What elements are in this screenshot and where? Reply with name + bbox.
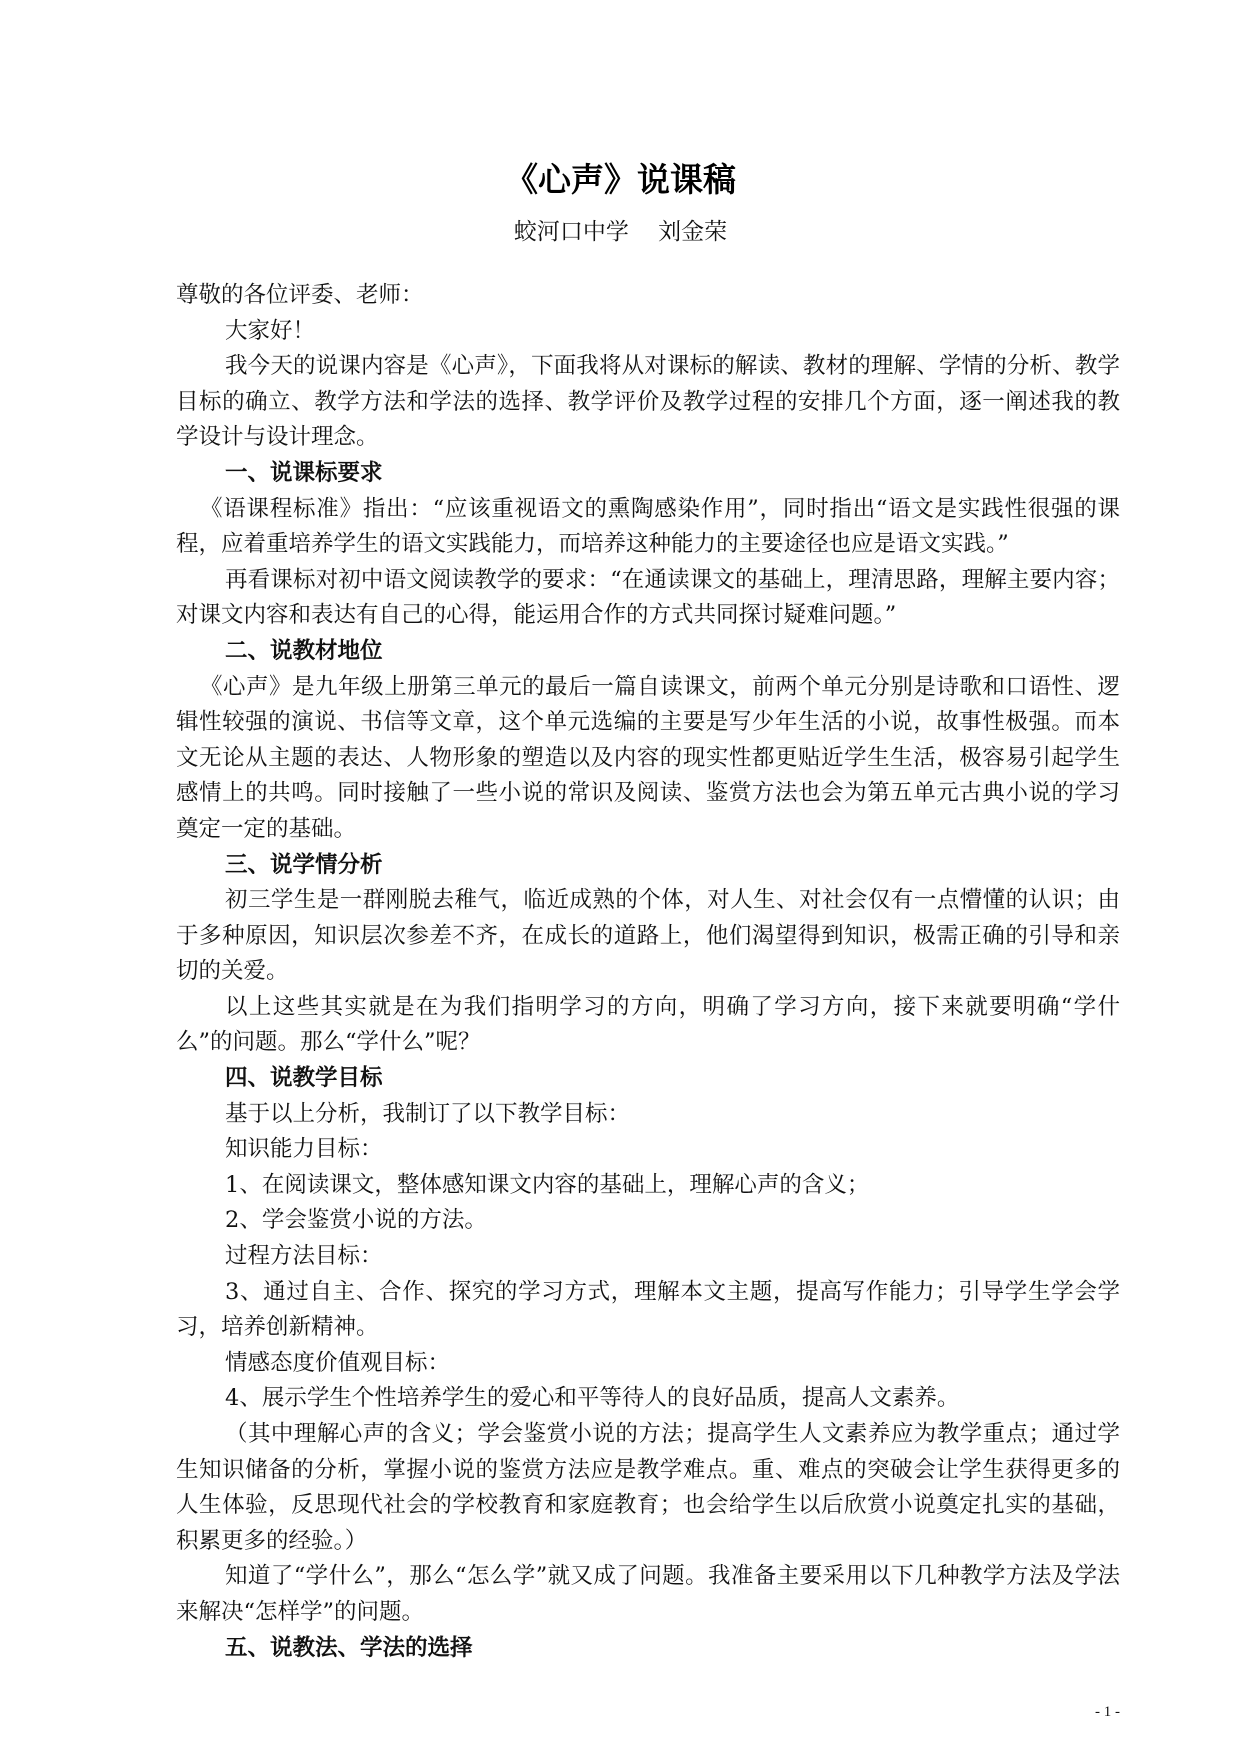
intro-paragraph: 我今天的说课内容是《心声》，下面我将从对课标的解读、教材的理解、学情的分析、教学目标的确立、教学方法和学法的选择、教学评价及教学过程的安排几个方面，逐一阐述我的教学设计与设计理念。 [176, 353, 1120, 451]
goal-item-1: 1、在阅读课文，整体感知课文内容的基础上，理解心声的含义； [225, 1171, 870, 1198]
students-paragraph-2: 以上这些其实就是在为我们指明学习的方向，明确了学习方向，接下来就要明确“学什么”的问题。那么“学什么”呢？ [176, 993, 1120, 1056]
greeting: 大家好！ [225, 317, 316, 344]
goals-knowledge-label: 知识能力目标： [225, 1136, 383, 1163]
section-heading-4: 四、说教学目标 [225, 1065, 383, 1092]
curriculum-paragraph-1: 《语课程标准》指出：“应该重视语文的熏陶感染作用”，同时指出“语文是实践性很强的课程，应着重培养学生的语文实践能力，而培养这种能力的主要途径也应是语文实践。” [176, 495, 1120, 558]
page-number: - 1 - [1095, 1704, 1120, 1720]
section-heading-5: 五、说教法、学法的选择 [225, 1634, 473, 1661]
document-title: 《心声》说课稿 [505, 160, 736, 199]
goals-note: （其中理解心声的含义；学会鉴赏小说的方法；提高学生人文素养应为教学重点；通过学生知识储备的分析，掌握小说的鉴赏方法应是教学难点。重、难点的突破会让学生获得更多的人生体验，反思现代社会的学校教育和家庭教育；也会给学生以后欣赏小说奠定扎实的基础，积累更多的经验。） [176, 1421, 1120, 1554]
transition-paragraph: 知道了“学什么”，那么“怎么学”就又成了问题。我准备主要采用以下几种教学方法及学法来解决“怎样学”的问题。 [176, 1563, 1120, 1625]
goals-intro: 基于以上分析，我制订了以下教学目标： [225, 1100, 631, 1127]
textbook-paragraph: 《心声》是九年级上册第三单元的最后一篇自读课文，前两个单元分别是诗歌和口语性、逻辑性较强的演说、书信等文章，这个单元选编的主要是写少年生活的小说，故事性极强。而本文无论从主题的表达、人物形象的塑造以及内容的现实性都更贴近学生生活，极容易引起学生感情上的共鸣。同时接触了一些小说的常识及阅读、鉴赏方法也会为第五单元古典小说的学习奠定一定的基础。 [176, 673, 1120, 842]
section-heading-1: 一、说课标要求 [225, 459, 383, 486]
goal-item-2: 2、学会鉴赏小说的方法。 [225, 1207, 487, 1234]
goal-item-4: 4、展示学生个性培养学生的爱心和平等待人的良好品质，提高人文素养。 [225, 1385, 960, 1412]
section-heading-2: 二、说教材地位 [225, 637, 383, 664]
section-heading-3: 三、说学情分析 [225, 851, 383, 878]
goal-item-3: 3、通过自主、合作、探究的学习方式，理解本文主题，提高写作能力；引导学生学会学习，培养创新精神。 [176, 1278, 1120, 1341]
author-line: 蛟河口中学 刘金荣 [513, 219, 728, 245]
document-body [176, 278, 1120, 1666]
goals-emotion-label: 情感态度价值观目标： [225, 1349, 451, 1376]
curriculum-paragraph-2: 再看课标对初中语文阅读教学的要求：“在通读课文的基础上，理清思路，理解主要内容；对课文内容和表达有自己的心得，能运用合作的方式共同探讨疑难问题。” [176, 566, 1120, 629]
salutation: 尊敬的各位评委、老师： [176, 282, 424, 308]
goals-process-label: 过程方法目标： [225, 1243, 383, 1270]
students-paragraph-1: 初三学生是一群刚脱去稚气，临近成熟的个体，对人生、对社会仅有一点懵懂的认识；由于多种原因，知识层次参差不齐，在成长的道路上，他们渴望得到知识，极需正确的引导和亲切的关爱。 [176, 887, 1120, 985]
